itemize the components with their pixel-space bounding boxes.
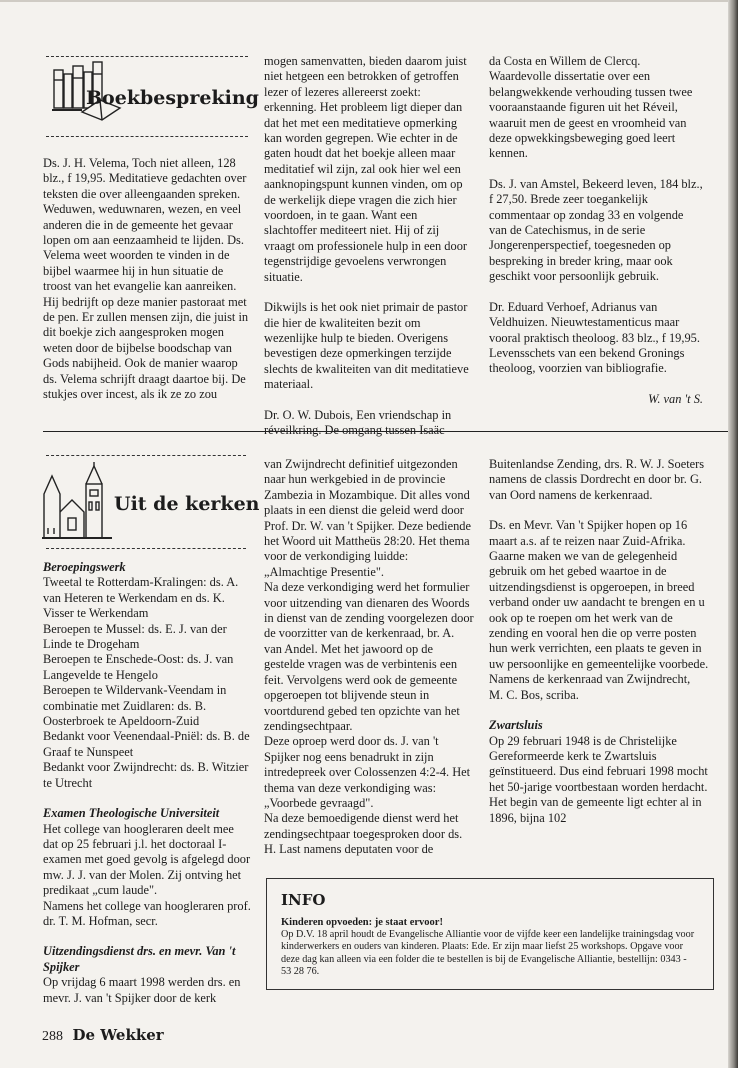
paragraph: Ds. en Mevr. Van 't Spijker hopen op 16 maart a.s. af te reizen naar Zuid-Afrika. Gaarne maken we van de gelegenheid gebruik om het gebed waartoe in de uitzendingsdienst is opgeroepen, in breed verband onder uw aandacht te brengen en u ook op te roepen om het werk van de zending en vooral hen die op verre posten hun werk verrichten, een plaats te geven in uw persoonlijke en gemeentelijke voorbede. (489, 518, 709, 671)
paragraph: Namens het college van hoogleraren prof. dr. T. M. Hofman, secr. (43, 898, 251, 928)
subheading-uitzendingsdienst: Uitzendingsdienst drs. en mevr. Van 't Spijker (43, 944, 236, 974)
list-item: Beroepen te Mussel: ds. E. J. van der Linde te Drogeham (43, 621, 227, 652)
page-footer (42, 1026, 164, 1045)
review-paragraph: da Costa en Willem de Clercq. Waardevolle dissertatie over een belangwekkende verhouding tussen twee vooraanstaande figuren uit het Réveil, waaruit men de geest en vroomheid van deze opwekkingsbeweging goed leert kennen. (489, 54, 693, 161)
page-number: 288 (42, 1029, 63, 1044)
page-binding-shadow (728, 0, 738, 1068)
info-title: INFO (281, 891, 326, 909)
subheading-beroepingswerk: Beroepingswerk (43, 560, 126, 574)
list-item: Beroepen te Wildervank-Veendam in combinatie met Zuidlaren: ds. B. Oosterbroek te Apeldoorn-Zuid (43, 683, 227, 729)
heading-dashed-rule-bottom (46, 548, 246, 549)
magazine-name: De Wekker (72, 1026, 164, 1044)
paragraph: Na deze verkondiging werd het formulier voor uitzending van dienaren des Woords in dienst van de zending voorgelezen door de voorzitter van de kerkenraad, br. A. van Andel. Met het jawoord op de gestelde vragen was de verbintenis een feit. Vervolgens werd ook de gemeente opgeroepen tot blijvende steun in voortdurend gebed ten opzichte van het zendingsechtpaar. (264, 580, 474, 733)
paragraph: van Zwijndrecht definitief uitgezonden naar hun werkgebied in de provincie Zambezia in Mozambique. Dit alles vond plaats in een dienst die geleid werd door Prof. Dr. W. van 't Spijker. Deze bediende het Woord uit Mattheüs 28:20. Het thema voor de verkondiging luidde: „Almachtige Presentie". (264, 457, 471, 579)
heading-dashed-rule-top (46, 455, 246, 456)
info-body: Op D.V. 18 april houdt de Evangelische Alliantie voor de vijfde keer een landelijke trainingsdag voor kinderwerkers en ouders van kinderen. Plaats: Ede. Er zijn maar liefst 25 workshops. Opgave voor deze dag kan alleen via een folder die te bestellen is bij de Evangelische Alliantie, bestellijn: 0343 - 53 28 76. (281, 929, 695, 978)
list-item: Beroepen te Enschede-Oost: ds. J. van Langevelde te Hengelo (43, 652, 234, 682)
list-item: Bedankt voor Veenendaal-Pniël: ds. B. de Graaf te Nunspeet (43, 729, 250, 759)
paragraph: M. C. Bos, scriba. (489, 687, 579, 702)
heading-dashed-rule-bottom (46, 136, 248, 137)
churches-column-2 (264, 457, 474, 858)
churches-column-1 (43, 560, 251, 1006)
info-subtitle: Kinderen opvoeden: je staat ervoor! (281, 917, 443, 928)
list-item: Tweetal te Rotterdam-Kralingen: ds. A. van Heteren te Werkendam en ds. K. Visser te Werkendam (43, 575, 239, 621)
paragraph: Het college van hoogleraren deelt mee dat op 25 februari j.l. het doctoraal I-examen met goed gevolg is afgelegd door mw. J. J. van der Molen. Zij ontving het predikaat „cum laude". (43, 821, 251, 898)
section-divider (43, 431, 728, 432)
list-item: Bedankt voor Zwijndrecht: ds. B. Witzier te Utrecht (43, 760, 249, 790)
review-paragraph: Dikwijls is het ook niet primair de pastor die hier de kwaliteiten bezit om wezenlijke hulp te bieden. Overigens bevestigen deze opmerkingen terzijde slechts de kwaliteiten van dit meditatieve materiaal. (264, 300, 469, 392)
review-paragraph: Dr. Eduard Verhoef, Adrianus van Veldhuizen. Nieuwtestamenticus maar vooral praktisch theoloog. 83 blz., f 19,95. Levensschets van een bekend Gronings theoloog, voorzien van bibliografie. (489, 299, 700, 376)
top-edge (0, 0, 738, 2)
paragraph: Op 29 februari 1948 is de Christelijke Gereformeerde kerk te Zwartsluis geïnstitueerd. Dus eind februari 1998 mocht het 50-jarige voortbestaan worden herdacht. Het begin van de gemeente ligt echter al in 1896, bijna 102 (489, 733, 708, 825)
review-paragraph: Ds. J. van Amstel, Bekeerd leven, 184 blz., f 27,50. Brede zeer toegankelijk commentaar op zondag 33 en volgende van de Catechismus, in de serie Jongerenperspectief, toegesneden op bespreking in breder kring, maar ook geschikt voor persoonlijk gebruik. (489, 176, 703, 284)
review-column-1 (43, 156, 249, 418)
review-signature: W. van 't S. (648, 391, 703, 406)
subheading-zwartsluis: Zwartsluis (489, 718, 543, 733)
subheading-examen: Examen Theologische Universiteit (43, 806, 220, 821)
review-paragraph: Dr. O. W. Dubois, Een vriendschap in réveilkring. De omgang tussen Isaäc (264, 407, 452, 437)
churches-column-3 (489, 457, 709, 826)
review-column-2 (264, 54, 472, 453)
section-heading-boekbespreking: Boekbespreking (86, 87, 259, 109)
review-column-3 (489, 54, 703, 422)
paragraph: Deze oproep werd door ds. J. van 't Spijker nog eens benadrukt in zijn intredepreek over Colossenzen 4:2-4. Het thema van deze verkondiging was: „Voorbede gevraagd". (264, 734, 471, 810)
review-paragraph: mogen samenvatten, bieden daarom juist niet hetgeen een betrokken of getroffen lezer of lezeres allereerst zoekt: erkenning. Het probleem ligt dieper dan dat het met een meditatieve opmerking kan worden gegrepen. Wie echter in de gaten houdt dat het boekje alleen maar meditatief wil zijn, zal ook hier wel een aanknopingspunt kunnen vinden, om op de werkelijk diepe vragen die zich hier voordoen, in te gaan. Want een slachtoffer mediteert niet. Hij of zij vraagt om professionele hulp in een door tegenstrijdige gevoelens verwrongen situatie. (264, 54, 468, 284)
heading-dashed-rule-top (46, 56, 248, 57)
paragraph: Namens de kerkenraad van Zwijndrecht, (489, 672, 691, 687)
info-box (266, 878, 714, 990)
paragraph: Op vrijdag 6 maart 1998 werden drs. en mevr. J. van 't Spijker door de kerk (43, 975, 241, 1005)
paragraph: Buitenlandse Zending, drs. R. W. J. Soeters namens de classis Dordrecht en door br. G. van Oord namens de kerkenraad. (489, 457, 705, 502)
church-icon (42, 462, 112, 542)
section-heading-uit-de-kerken: Uit de kerken (114, 493, 260, 515)
review-paragraph: Ds. J. H. Velema, Toch niet alleen, 128 blz., f 19,95. Meditatieve gedachten over teksten die over alleengaanden spreken. Weduwen, weduwnaren, wezen, en veel anderen die in de gemeente het gevaar lopen om aan eenzaamheid te lijden. Ds. Velema weet woorden te vinden in de bijbel waarmee hij in hun situatie de troost van het evangelie kan aanreiken. Hij bedrijft op deze manier pastoraat met de pen. Er zullen mensen zijn, die juist in dit boekje zich aangesproken mogen weten door de bijbelse boodschap van Gods nabijheid. Ook de manier waarop ds. Velema schrijft draagt daartoe bij. De stukjes over incest, als ik ze zo zou (43, 156, 249, 402)
paragraph: Na deze bemoedigende dienst werd het zendingsechtpaar toegesproken door ds. H. Last namens deputaten voor de (264, 811, 463, 857)
